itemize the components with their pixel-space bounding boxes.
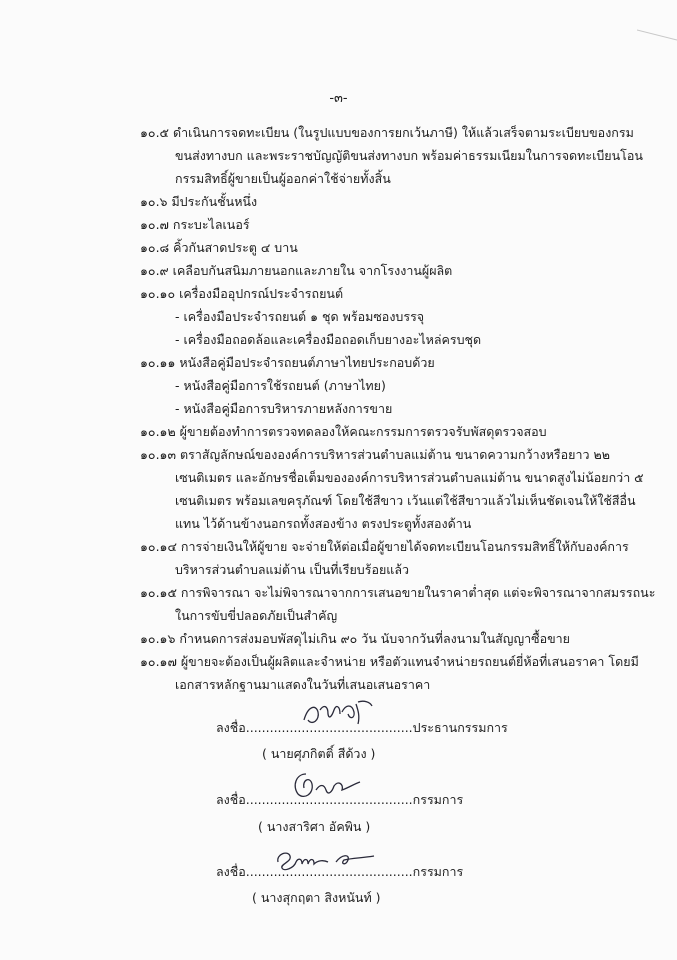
signer-name-1: ( นายศุภกิตติ์ สีด้วง ) (262, 746, 376, 761)
item-10-13-line-3: เซนติเมตร พร้อมเลขครุภัณฑ์ โดยใช้สีขาว เว้นแต่ใช้สีขาวแล้วไม่เห็นชัดเจนให้ใช้สีอื่น (175, 493, 636, 508)
signature-prefix: ลงชื่อ (216, 720, 246, 735)
item-10-5-line-2: ขนส่งทางบก และพระราชบัญญัติขนส่งทางบก พร้อมค่าธรรมเนียมในการจดทะเบียนโอน (175, 148, 643, 163)
item-10-16: ๑๐.๑๖ กำหนดการส่งมอบพัสดุไม่เกิน ๙๐ วัน นับจากวันที่ลงนามในสัญญาซื้อขาย (140, 631, 570, 646)
handwritten-signature-1 (298, 696, 378, 730)
scan-edge-shadow (637, 0, 677, 60)
signature-dots: .......................................... (245, 720, 413, 735)
handwritten-signature-3 (270, 844, 380, 874)
item-10-15-line-2: ในการขับขี่ปลอดภัยเป็นสำคัญ (175, 608, 338, 623)
item-10-13-line-2: เซนติเมตร และอักษรชื่อเต็มขององค์การบริหารส่วนตำบลแม่ต้าน ขนาดสูงไม่น้อยกว่า ๕ (175, 470, 644, 485)
item-10-11-sub-2: - หนังสือคู่มือการบริหารภายหลังการขาย (175, 401, 393, 416)
handwritten-signature-2 (286, 766, 366, 804)
signer-name-2: ( นางสาริศา อัคพิน ) (258, 819, 371, 834)
item-10-7: ๑๐.๗ กระบะไลเนอร์ (140, 217, 250, 232)
signature-role: ประธานกรรมการ (412, 720, 508, 735)
signature-prefix: ลงชื่อ (216, 792, 246, 807)
item-10-11-sub-1: - หนังสือคู่มือการใช้รถยนต์ (ภาษาไทย) (175, 378, 386, 393)
item-10-13-line-4: แทน ไว้ด้านข้างนอกรถทั้งสองข้าง ตรงประตูทั้งสองด้าน (175, 516, 472, 531)
item-10-5-line-1: ๑๐.๕ ดำเนินการจดทะเบียน (ในรูปแบบของการยกเว้นภาษี) ให้แล้วเสร็จตามระเบียบของกรม (140, 125, 634, 140)
item-10-17-line-2: เอกสารหลักฐานมาแสดงในวันที่เสนอเสนอราคา (175, 677, 431, 692)
signature-dots: .......................................... (245, 864, 413, 879)
item-10-17-line-1: ๑๐.๑๗ ผู้ขายจะต้องเป็นผู้ผลิตและจำหน่าย หรือตัวแทนจำหน่ายรถยนต์ยี่ห้อที่เสนอราคา โดยมี (140, 654, 639, 669)
item-10-8: ๑๐.๘ คิ้วกันสาดประตู ๔ บาน (140, 240, 298, 255)
item-10-10-sub-2: - เครื่องมือถอดล้อและเครื่องมือถอดเก็บยางอะไหล่ครบชุด (175, 332, 482, 347)
item-10-12: ๑๐.๑๒ ผู้ขายต้องทำการตรวจทดลองให้คณะกรรมการตรวจรับพัสดุตรวจสอบ (140, 424, 547, 439)
signature-dots: .......................................... (245, 792, 413, 807)
signer-name-3: ( นางสุกฤตา สิงหนันท์ ) (252, 890, 381, 905)
item-10-10-sub-1: - เครื่องมือประจำรถยนต์ ๑ ชุด พร้อมซองบรรจุ (175, 309, 425, 324)
signature-prefix: ลงชื่อ (216, 864, 246, 879)
item-10-15-line-1: ๑๐.๑๕ การพิจารณา จะไม่พิจารณาจากการเสนอขายในราคาต่ำสุด แต่จะพิจารณาจากสมรรถนะ (140, 585, 656, 600)
signature-role: กรรมการ (412, 864, 464, 879)
item-10-14-line-2: บริหารส่วนตำบลแม่ต้าน เป็นที่เรียบร้อยแล้ว (175, 562, 410, 577)
item-10-6: ๑๐.๖ มีประกันชั้นหนึ่ง (140, 194, 258, 209)
item-10-11: ๑๐.๑๑ หนังสือคู่มือประจำรถยนต์ภาษาไทยประกอบด้วย (140, 355, 435, 370)
signature-role: กรรมการ (412, 792, 464, 807)
item-10-10: ๑๐.๑๐ เครื่องมืออุปกรณ์ประจำรถยนต์ (140, 286, 344, 301)
item-10-14-line-1: ๑๐.๑๔ การจ่ายเงินให้ผู้ขาย จะจ่ายให้ต่อเมื่อผู้ขายได้จดทะเบียนโอนกรรมสิทธิ์ให้กับองค์การ (140, 539, 629, 554)
item-10-5-line-3: กรรมสิทธิ์ผู้ขายเป็นผู้ออกค่าใช้จ่ายทั้งสิ้น (175, 171, 391, 186)
item-10-9: ๑๐.๙ เคลือบกันสนิมภายนอกและภายใน จากโรงงานผู้ผลิต (140, 263, 453, 278)
item-10-13-line-1: ๑๐.๑๓ ตราสัญลักษณ์ขององค์การบริหารส่วนตำบลแม่ต้าน ขนาดความกว้างหรือยาว ๒๒ (140, 447, 610, 462)
page-number: -๓- (329, 91, 348, 106)
